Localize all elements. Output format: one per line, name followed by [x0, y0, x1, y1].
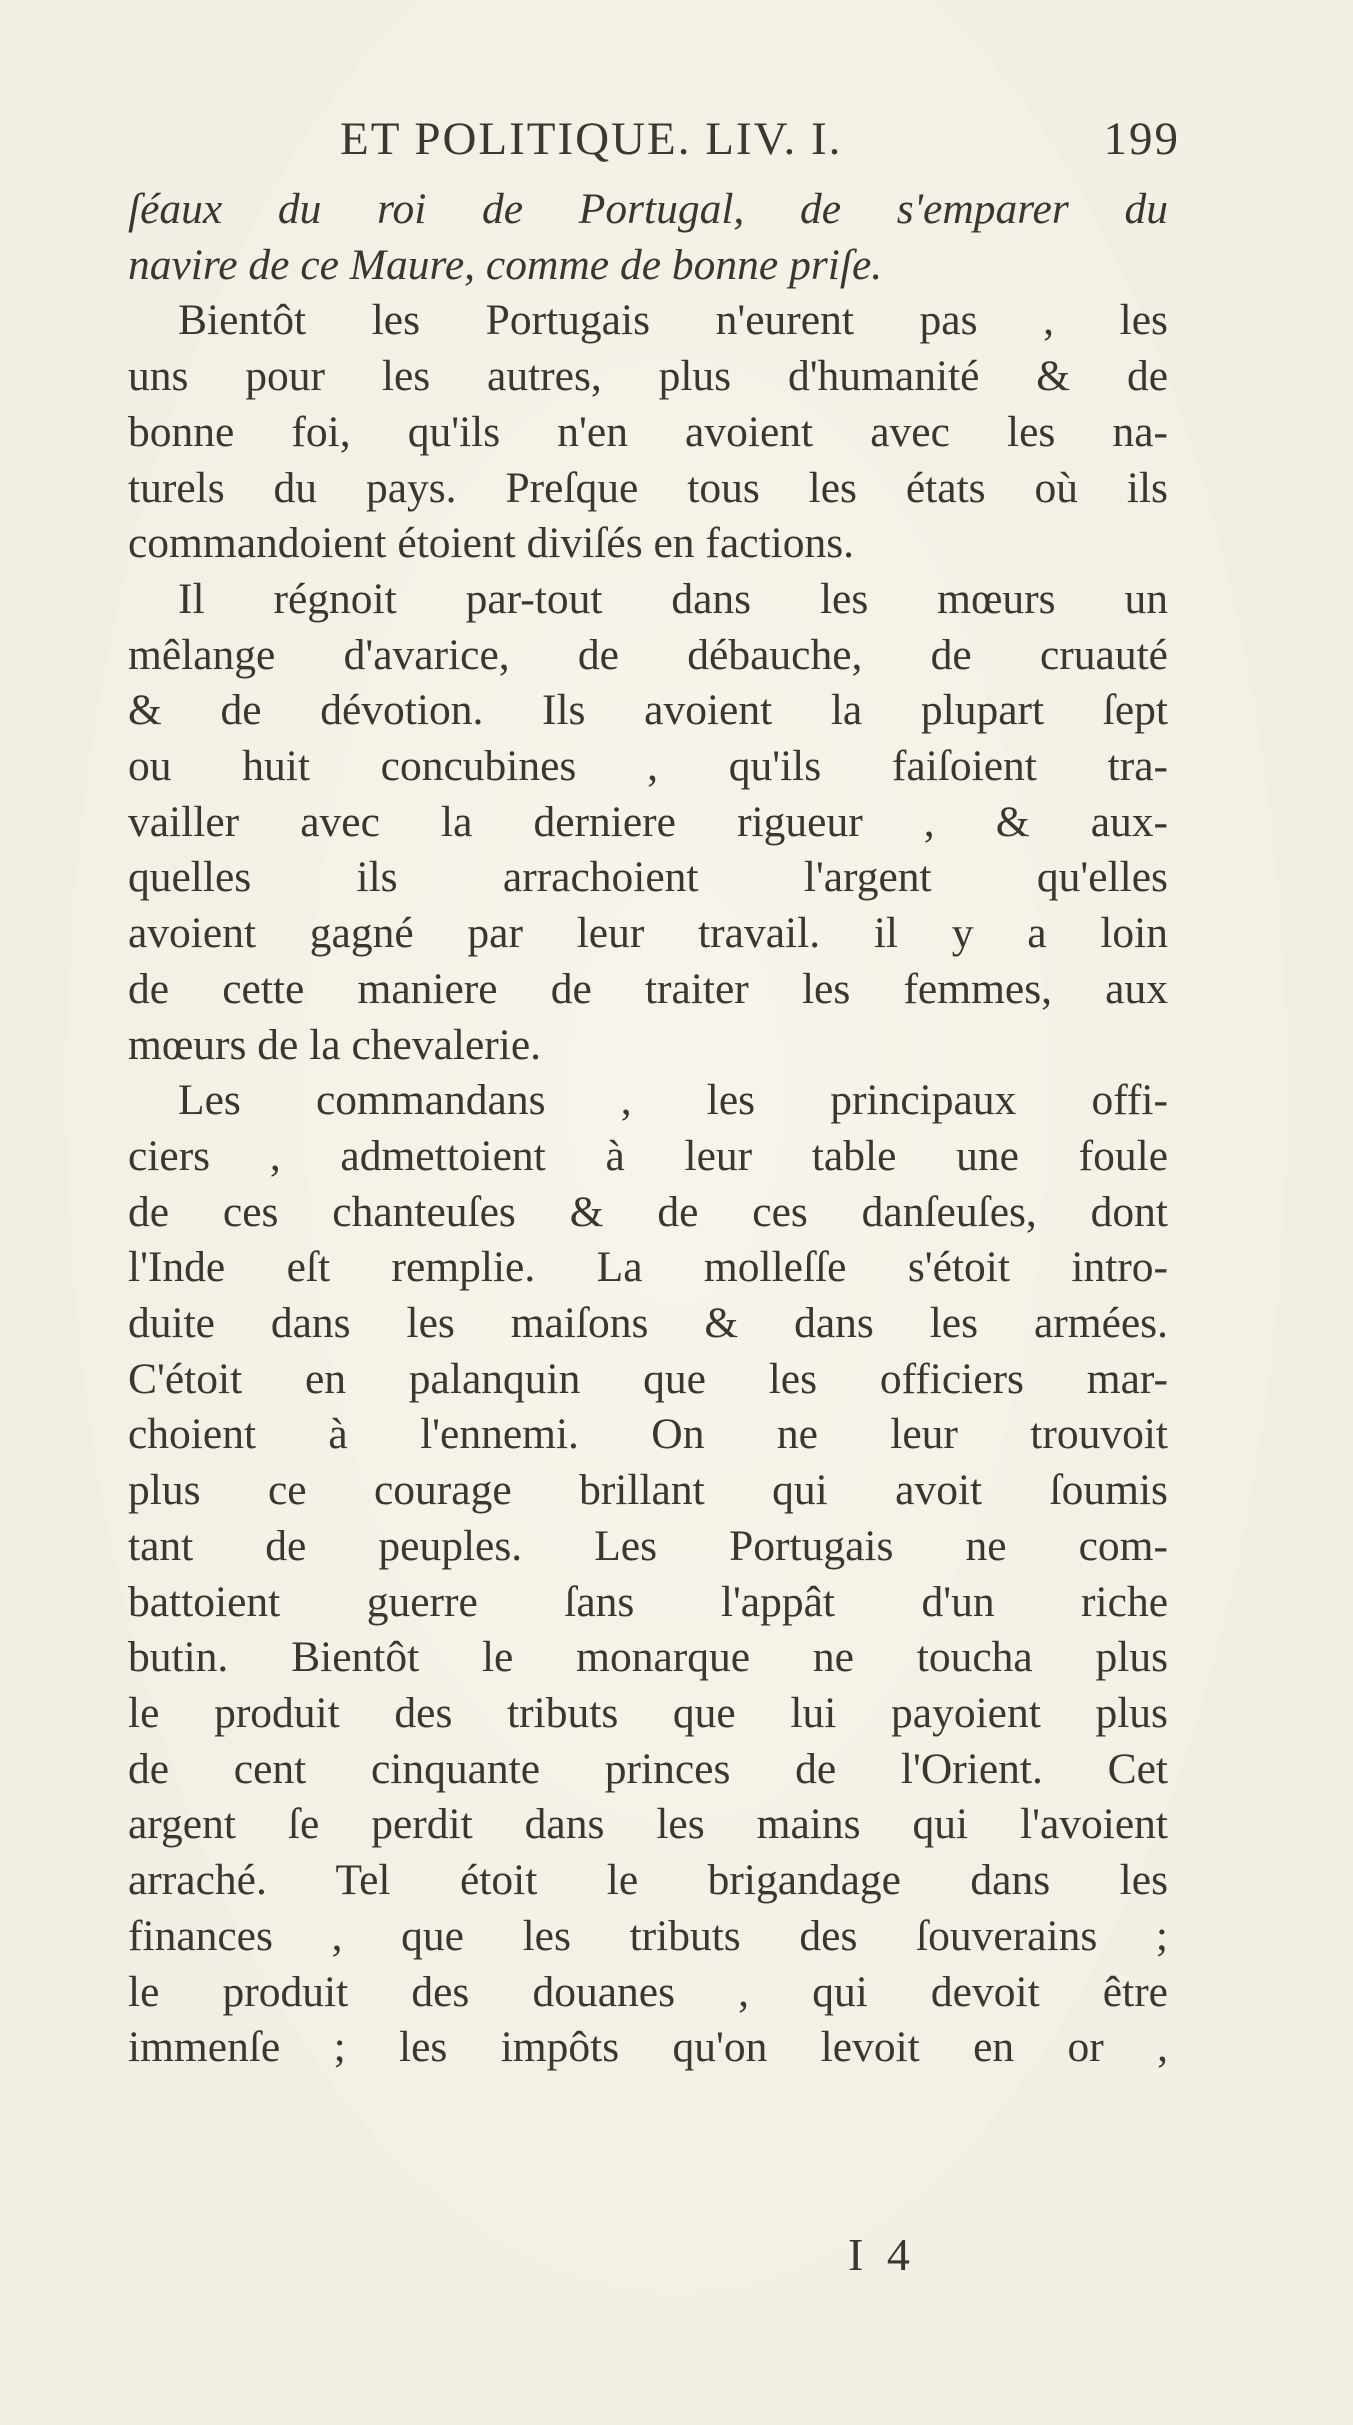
text-line: mœurs de la chevalerie.: [128, 1020, 542, 1069]
text-line: Bientôt les Portugais n'eurent pas , les: [178, 296, 1168, 345]
text-line: l'Inde eſt remplie. La molleſſe s'étoit intro-: [128, 1243, 1168, 1292]
text-line: commandoient étoient diviſés en factions.: [128, 519, 855, 568]
text-line: Il régnoit par-tout dans les mœurs un: [178, 574, 1168, 623]
text-line: plus ce courage brillant qui avoit ſoumis: [128, 1466, 1168, 1515]
running-title: ET POLITIQUE. LIV. I.: [340, 113, 843, 165]
text-line: navire de ce Maure, comme de bonne priſe.: [128, 240, 883, 289]
text-line: ciers , admettoient à leur table une foule: [128, 1131, 1168, 1180]
signature-mark: I 4: [848, 2229, 916, 2280]
text-line: bonne foi, qu'ils n'en avoient avec les na-: [128, 407, 1168, 456]
text-line: battoient guerre ſans l'appât d'un riche: [128, 1577, 1168, 1626]
text-line: turels du pays. Preſque tous les états où ils: [128, 463, 1168, 512]
text-line: uns pour les autres, plus d'humanité & de: [128, 352, 1168, 401]
body-text: [128, 182, 1168, 2076]
text-line: mêlange d'avarice, de débauche, de cruauté: [128, 630, 1168, 679]
text-line: choient à l'ennemi. On ne leur trouvoit: [128, 1410, 1168, 1459]
text-line: de cent cinquante princes de l'Orient. Cet: [128, 1744, 1168, 1793]
text-line: finances , que les tributs des ſouverains ;: [128, 1911, 1168, 1960]
text-line: butin. Bientôt le monarque ne toucha plus: [128, 1633, 1168, 1682]
text-line: Les commandans , les principaux offi-: [178, 1076, 1168, 1125]
text-line: le produit des douanes , qui devoit être: [128, 1967, 1168, 2016]
page-number: 199: [1103, 113, 1180, 165]
text-line: & de dévotion. Ils avoient la plupart ſept: [128, 686, 1168, 735]
text-line: vailler avec la derniere rigueur , & aux-: [128, 797, 1168, 846]
running-header: [340, 112, 1180, 182]
text-line: de ces chanteuſes & de ces danſeuſes, dont: [128, 1187, 1168, 1236]
text-line: le produit des tributs que lui payoient plus: [128, 1688, 1168, 1737]
text-line: de cette maniere de traiter les femmes, aux: [128, 964, 1168, 1013]
text-line: quelles ils arrachoient l'argent qu'elles: [128, 853, 1168, 902]
text-line: ſéaux du roi de Portugal, de s'emparer du: [128, 185, 1168, 233]
text-line: avoient gagné par leur travail. il y a loin: [128, 909, 1168, 958]
text-line: ou huit concubines , qu'ils faiſoient tra-: [128, 742, 1168, 791]
text-line: duite dans les maiſons & dans les armées.: [128, 1299, 1168, 1348]
text-line: arraché. Tel étoit le brigandage dans les: [128, 1856, 1168, 1905]
text-line: argent ſe perdit dans les mains qui l'avoient: [128, 1800, 1168, 1849]
text-line: immenſe ; les impôts qu'on levoit en or ,: [128, 2023, 1168, 2072]
text-line: tant de peuples. Les Portugais ne com-: [128, 1521, 1168, 1570]
text-line: C'étoit en palanquin que les officiers mar-: [128, 1354, 1168, 1403]
